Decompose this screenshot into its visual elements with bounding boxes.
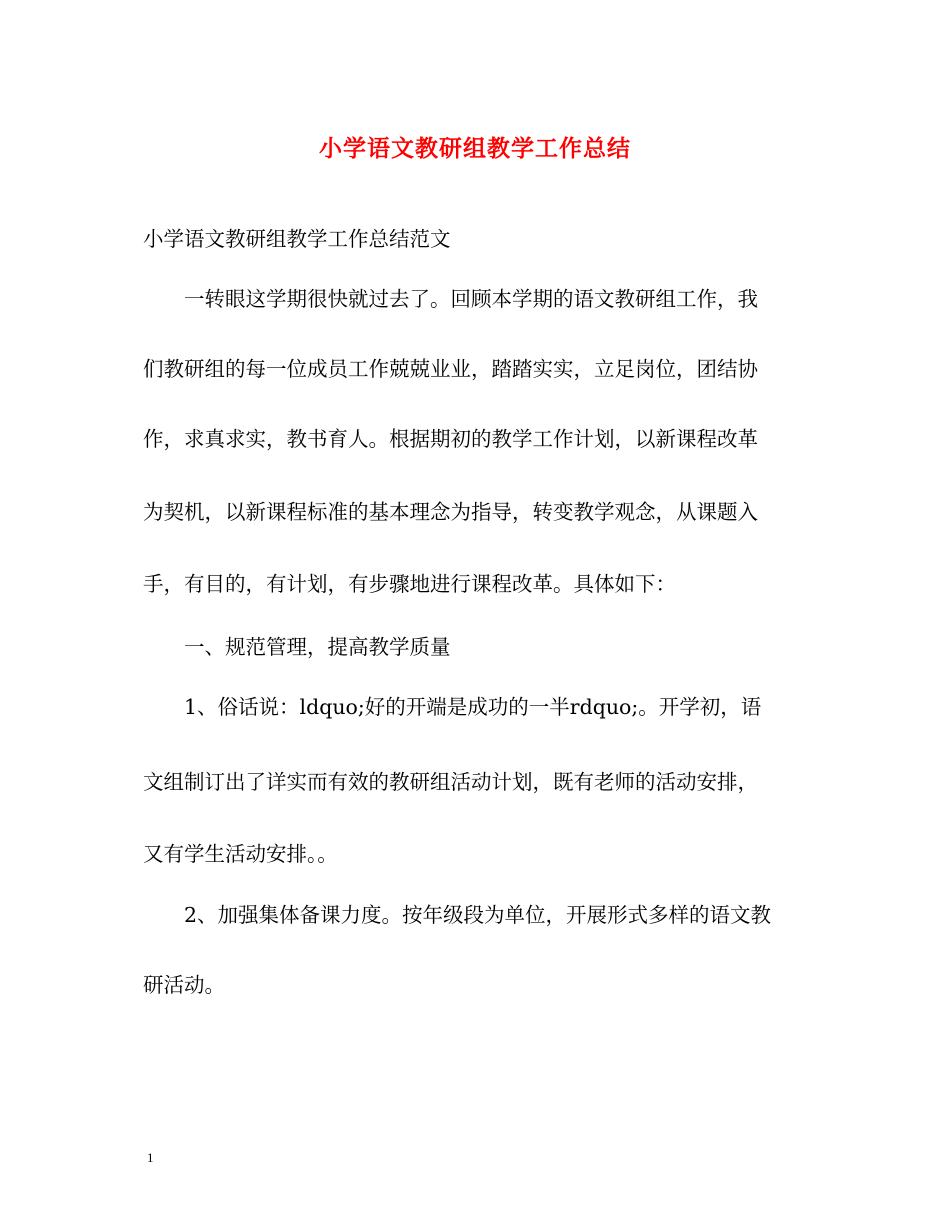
body-line-5: 手，有目的，有计划，有步骤地进行课程改革。具体如下： (143, 572, 676, 596)
body-line-1: 一转眼这学期很快就过去了。回顾本学期的语文教研组工作，我 (143, 287, 758, 311)
section-heading-1: 一、规范管理，提高教学质量 (143, 635, 451, 659)
body-line-8: 文组制订出了详实而有效的教研组活动计划，既有老师的活动安排， (143, 770, 758, 794)
body-line-2: 们教研组的每一位成员工作兢兢业业，踏踏实实，立足岗位，团结协 (143, 357, 758, 381)
body-line-11: 研活动。 (143, 973, 225, 997)
document-subtitle: 小学语文教研组教学工作总结范文 (143, 227, 451, 251)
document-title: 小学语文教研组教学工作总结 (319, 135, 631, 162)
body-line-3: 作，求真求实，教书育人。根据期初的教学工作计划，以新课程改革 (143, 427, 758, 451)
body-line-7: 1、俗话说：ldquo;好的开端是成功的一半rdquo;。开学初，语 (143, 695, 762, 719)
page-number: 1 (147, 1150, 154, 1165)
body-line-9: 又有学生活动安排。。 (143, 842, 338, 866)
body-line-4: 为契机，以新课程标准的基本理念为指导，转变教学观念，从课题入 (143, 500, 758, 524)
body-line-10: 2、加强集体备课力度。按年级段为单位，开展形式多样的语文教 (143, 903, 772, 927)
